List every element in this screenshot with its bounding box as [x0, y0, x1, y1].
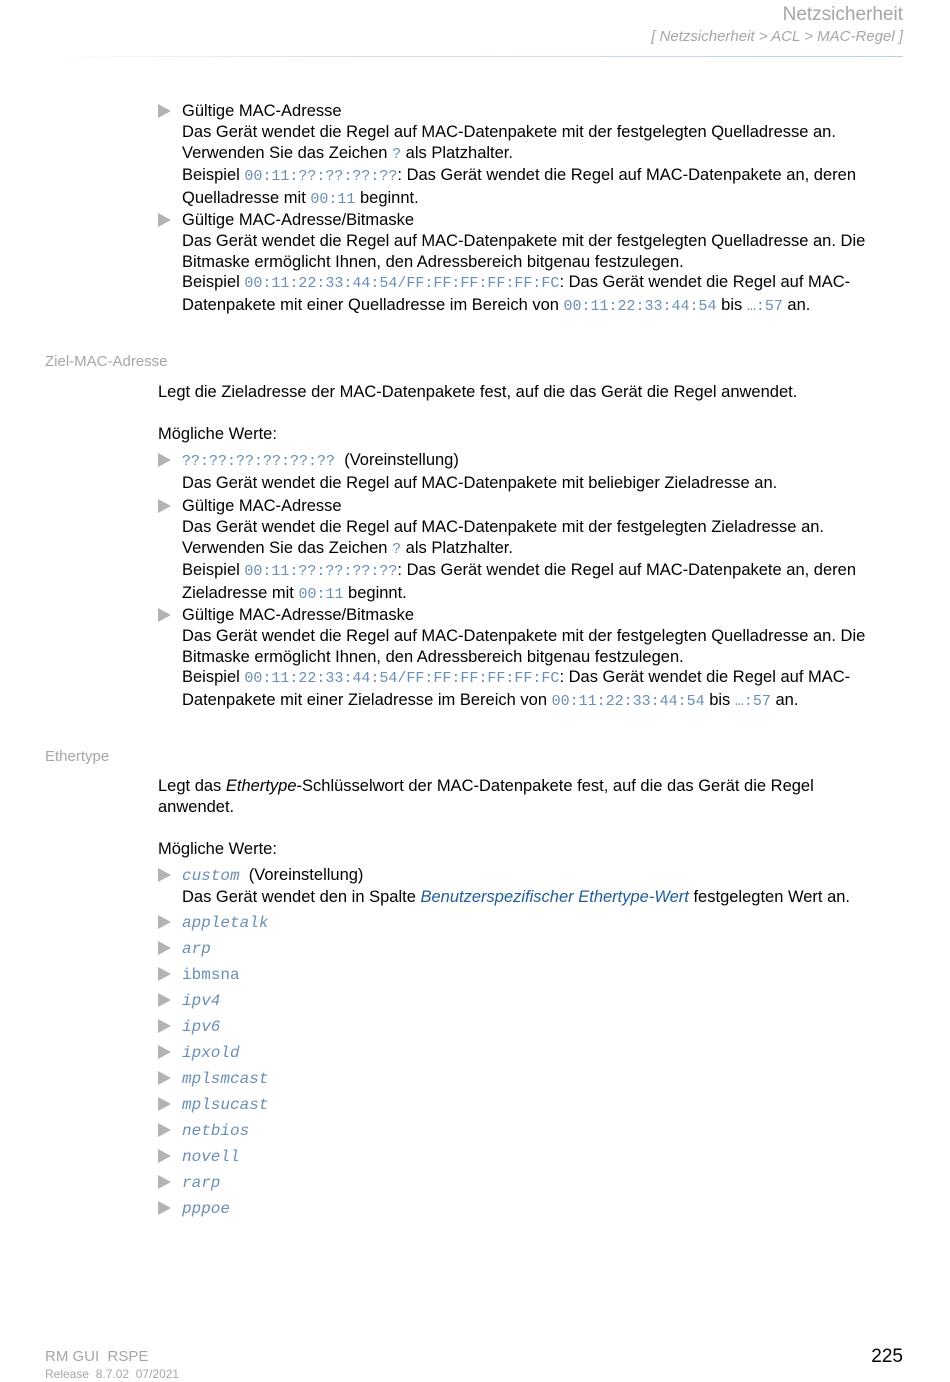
item-line: Das Gerät wendet die Regel auf MAC-Datenpakete mit der festgelegten Quelladresse an. Die — [182, 626, 866, 645]
item-title: Gültige MAC-Adresse/Bitmaske — [182, 606, 414, 624]
item-line: Beispiel 00:11:??:??:??:??: Das Gerät wendet die Regel auf MAC-Datenpakete an, deren — [182, 561, 856, 581]
item-title: Gültige MAC-Adresse/Bitmaske — [182, 211, 414, 229]
page-footer — [45, 1348, 179, 1382]
list-item-valid-mac-bitmask-source — [158, 210, 903, 318]
header-divider — [47, 56, 903, 57]
item-line: Verwenden Sie das Zeichen ? als Platzhalter. — [182, 538, 513, 558]
dest-description: Legt die Zieladresse der MAC-Datenpakete fest, auf die das Gerät die Regel anwendet. — [158, 383, 798, 401]
footer-product: RM GUI RSPE — [45, 1348, 149, 1365]
dest-values-heading: Mögliche Werte: — [158, 425, 277, 443]
bullet-triangle-icon — [158, 1071, 171, 1085]
item-title: Gültige MAC-Adresse — [182, 102, 342, 120]
list-item: rarp — [158, 1172, 903, 1194]
list-item-any-mac — [158, 450, 903, 494]
section-label-dest-mac: Ziel-MAC-Adresse — [45, 353, 168, 370]
bullet-triangle-icon — [158, 1123, 171, 1137]
bullet-triangle-icon — [158, 213, 171, 227]
item-line: Beispiel 00:11:??:??:??:??: Das Gerät wendet die Regel auf MAC-Datenpakete an, deren — [182, 166, 856, 186]
list-item: ipv4 — [158, 990, 903, 1012]
list-item-custom — [158, 865, 903, 908]
header-title: Netzsicherheit — [782, 4, 903, 25]
list-item: appletalk — [158, 912, 903, 934]
bullet-triangle-icon — [158, 915, 171, 929]
item-title: ??:??:??:??:??:?? (Voreinstellung) — [182, 451, 459, 470]
item-line: Das Gerät wendet die Regel auf MAC-Datenpakete mit der festgelegten Quelladresse an. — [182, 122, 836, 141]
item-line: Datenpakete mit einer Zieladresse im Bereich von 00:11:22:33:44:54 bis …:57 an. — [182, 691, 799, 711]
item-line: Beispiel 00:11:22:33:44:54/FF:FF:FF:FF:FF:FC: Das Gerät wendet die Regel auf MAC- — [182, 668, 851, 688]
bullet-triangle-icon — [158, 608, 171, 622]
item-title: Gültige MAC-Adresse — [182, 497, 342, 515]
list-item-valid-mac-bitmask-dest — [158, 605, 903, 713]
ethertype-description: Legt das Ethertype-Schlüsselwort der MAC-Datenpakete fest, auf die das Gerät die Regel anwendet. — [158, 777, 814, 816]
item-line: Das Gerät wendet die Regel auf MAC-Datenpakete mit der festgelegten Quelladresse an. Die — [182, 231, 866, 250]
bullet-triangle-icon — [158, 1149, 171, 1163]
bullet-triangle-icon — [158, 1097, 171, 1111]
list-item: mplsucast — [158, 1094, 903, 1116]
bullet-triangle-icon — [158, 1019, 171, 1033]
bullet-triangle-icon — [158, 104, 171, 118]
list-item: novell — [158, 1146, 903, 1168]
section-label-ethertype: Ethertype — [45, 748, 110, 765]
bullet-triangle-icon — [158, 967, 171, 981]
item-line: Bitmaske ermöglicht Ihnen, den Adressbereich bitgenau festzulegen. — [182, 252, 684, 271]
list-item: ipv6 — [158, 1016, 903, 1038]
item-line: Das Gerät wendet die Regel auf MAC-Datenpakete mit der festgelegten Zieladresse an. — [182, 517, 825, 536]
bullet-triangle-icon — [158, 499, 171, 513]
item-line: Das Gerät wendet die Regel auf MAC-Datenpakete mit beliebiger Zieladresse an. — [182, 473, 778, 492]
bullet-triangle-icon — [158, 993, 171, 1007]
list-item: pppoe — [158, 1198, 903, 1220]
bullet-triangle-icon — [158, 1175, 171, 1189]
ethertype-values-heading: Mögliche Werte: — [158, 840, 277, 858]
list-item-valid-mac-source — [158, 101, 903, 211]
list-item: ibmsna — [158, 964, 903, 986]
bullet-triangle-icon — [158, 1201, 171, 1215]
page-number: 225 — [871, 1346, 903, 1367]
breadcrumb: [ Netzsicherheit > ACL > MAC-Regel ] — [651, 28, 903, 45]
bullet-triangle-icon — [158, 941, 171, 955]
footer-release: Release 8.7.02 07/2021 — [45, 1367, 180, 1381]
list-item: netbios — [158, 1120, 903, 1142]
item-line: Datenpakete mit einer Quelladresse im Bereich von 00:11:22:33:44:54 bis …:57 an. — [182, 296, 811, 316]
bullet-triangle-icon — [158, 868, 171, 882]
item-line: Das Gerät wendet den in Spalte Benutzerspezifischer Ethertype-Wert festgelegten Wert an. — [182, 887, 851, 906]
list-item: arp — [158, 938, 903, 960]
item-title: custom (Voreinstellung) — [182, 866, 364, 885]
bullet-triangle-icon — [158, 453, 171, 467]
item-line: Zieladresse mit 00:11 beginnt. — [182, 584, 407, 604]
item-line: Beispiel 00:11:22:33:44:54/FF:FF:FF:FF:FF:FC: Das Gerät wendet die Regel auf MAC- — [182, 273, 851, 293]
item-line: Bitmaske ermöglicht Ihnen, den Adressbereich bitgenau festzulegen. — [182, 647, 684, 666]
list-item: mplsmcast — [158, 1068, 903, 1090]
list-item: ipxold — [158, 1042, 903, 1064]
item-line: Quelladresse mit 00:11 beginnt. — [182, 189, 419, 209]
list-item-valid-mac-dest — [158, 496, 903, 606]
page-header — [651, 3, 903, 47]
bullet-triangle-icon — [158, 1045, 171, 1059]
item-line: Verwenden Sie das Zeichen ? als Platzhalter. — [182, 143, 513, 163]
